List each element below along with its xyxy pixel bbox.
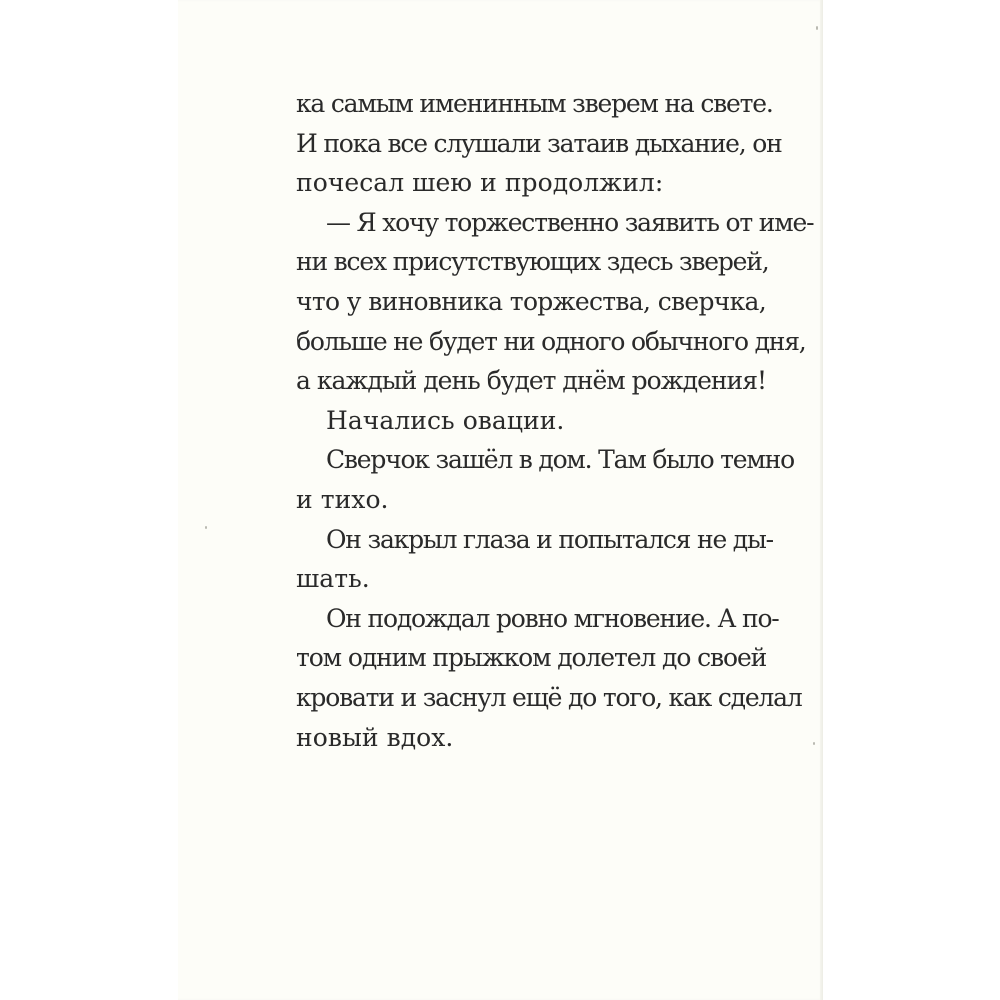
text-line: кровати и заснул ещё до того, как сделал bbox=[296, 682, 802, 712]
text-line: больше не будет ни одного обычного дня, bbox=[296, 326, 806, 356]
text-line: Он подождал ровно мгновение. А по- bbox=[326, 603, 779, 633]
text-line: шать. bbox=[296, 564, 370, 594]
text-line: новый вдох. bbox=[296, 722, 454, 752]
text-line: почесал шею и продолжил: bbox=[296, 168, 664, 198]
text-line: что у виновника торжества, сверчка, bbox=[296, 286, 766, 316]
text-line: и тихо. bbox=[296, 484, 389, 514]
text-line: Сверчок зашёл в дом. Там было темно bbox=[326, 445, 794, 475]
text-line: ни всех присутствующих здесь зверей, bbox=[296, 247, 769, 277]
page-text bbox=[296, 84, 814, 757]
text-line: Начались овации. bbox=[326, 405, 565, 435]
text-line: И пока все слушали затаив дыхание, он bbox=[296, 128, 782, 158]
text-line: а каждый день будет днём рождения! bbox=[296, 366, 767, 396]
text-line: ка самым именинным зверем на свете. bbox=[296, 89, 773, 118]
text-line: Он закрыл глаза и попытался не ды- bbox=[326, 524, 773, 554]
paper-speck bbox=[813, 742, 815, 745]
paper-speck bbox=[205, 526, 207, 529]
text-line: том одним прыжком долетел до своей bbox=[296, 643, 767, 673]
text-line: — Я хочу торжественно заявить от име- bbox=[326, 207, 814, 237]
page-edge bbox=[820, 0, 823, 1000]
paper-speck bbox=[816, 26, 818, 30]
